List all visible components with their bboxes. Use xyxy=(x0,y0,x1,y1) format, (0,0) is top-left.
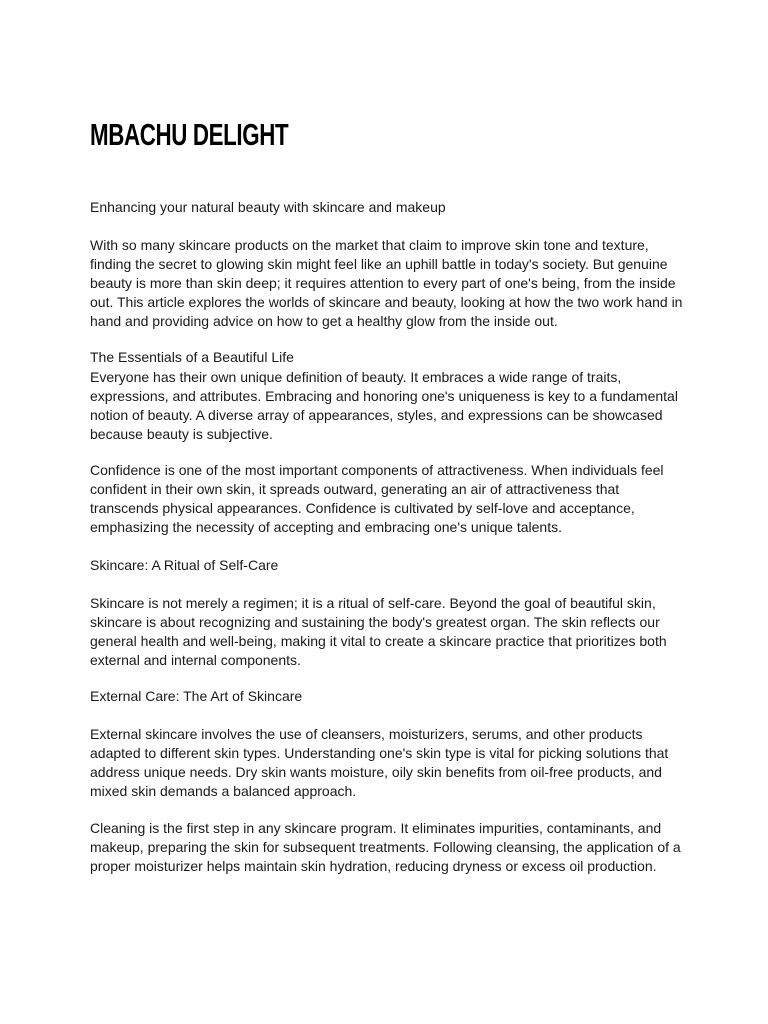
text-line: transcends physical appearances. Confidence is cultivated by self-love and acceptance, xyxy=(90,500,635,516)
text-line: Skincare is not merely a regimen; it is a ritual of self-care. Beyond the goal of beautiful skin, xyxy=(90,595,656,611)
text-line: Confidence is one of the most important components of attractiveness. When individuals feel xyxy=(90,462,664,478)
text-line: external and internal components. xyxy=(90,652,301,668)
text-line: out. This article explores the worlds of skincare and beauty, looking at how the two work hand in xyxy=(90,294,683,310)
text-line: confident in their own skin, it spreads outward, generating an air of attractiveness that xyxy=(90,481,620,497)
text-line: address unique needs. Dry skin wants moisture, oily skin benefits from oil-free products, and xyxy=(90,764,662,780)
text-line: skincare is about recognizing and sustaining the body's greatest organ. The skin reflects our xyxy=(90,614,660,630)
text-line: proper moisturizer helps maintain skin hydration, reducing dryness or excess oil production. xyxy=(90,858,657,874)
paragraph-external-care xyxy=(90,725,710,801)
paragraph-intro xyxy=(90,236,710,331)
section-heading-external-care: External Care: The Art of Skincare xyxy=(90,688,303,704)
paragraph-cleansing xyxy=(90,819,710,876)
text-line: mixed skin demands a balanced approach. xyxy=(90,783,357,799)
text-line: makeup, preparing the skin for subsequent treatments. Following cleansing, the application of a xyxy=(90,839,681,855)
section-heading-skincare-ritual: Skincare: A Ritual of Self-Care xyxy=(90,557,279,573)
paragraph-skincare-ritual xyxy=(90,594,710,670)
paragraph-beauty-definition xyxy=(90,368,710,444)
text-line: finding the secret to glowing skin might feel like an uphill battle in today's society. But genuine xyxy=(90,256,668,272)
text-line: because beauty is subjective. xyxy=(90,426,273,442)
text-line: hand and providing advice on how to get a healthy glow from the inside out. xyxy=(90,313,558,329)
text-line: Cleaning is the first step in any skincare program. It eliminates impurities, contaminants, and xyxy=(90,820,662,836)
section-heading-essentials: The Essentials of a Beautiful Life xyxy=(90,349,294,365)
text-line: External skincare involves the use of cleansers, moisturizers, serums, and other products xyxy=(90,726,643,742)
text-line: Everyone has their own unique definition of beauty. It embraces a wide range of traits, xyxy=(90,369,622,385)
text-line: emphasizing the necessity of accepting and embracing one's unique talents. xyxy=(90,519,562,535)
text-line: adapted to different skin types. Understanding one's skin type is vital for picking solutions that xyxy=(90,745,669,761)
subtitle: Enhancing your natural beauty with skincare and makeup xyxy=(90,199,446,215)
text-line: With so many skincare products on the market that claim to improve skin tone and texture, xyxy=(90,237,649,253)
text-line: general health and well-being, making it vital to create a skincare practice that prioritizes both xyxy=(90,633,667,649)
text-line: notion of beauty. A diverse array of appearances, styles, and expressions can be showcased xyxy=(90,407,663,423)
text-line: expressions, and attributes. Embracing and honoring one's uniqueness is key to a fundamental xyxy=(90,388,678,404)
document-title: MBACHU DELIGHT xyxy=(90,117,289,152)
text-line: beauty is more than skin deep; it requires attention to every part of one's being, from the inside xyxy=(90,275,676,291)
paragraph-confidence xyxy=(90,461,710,537)
